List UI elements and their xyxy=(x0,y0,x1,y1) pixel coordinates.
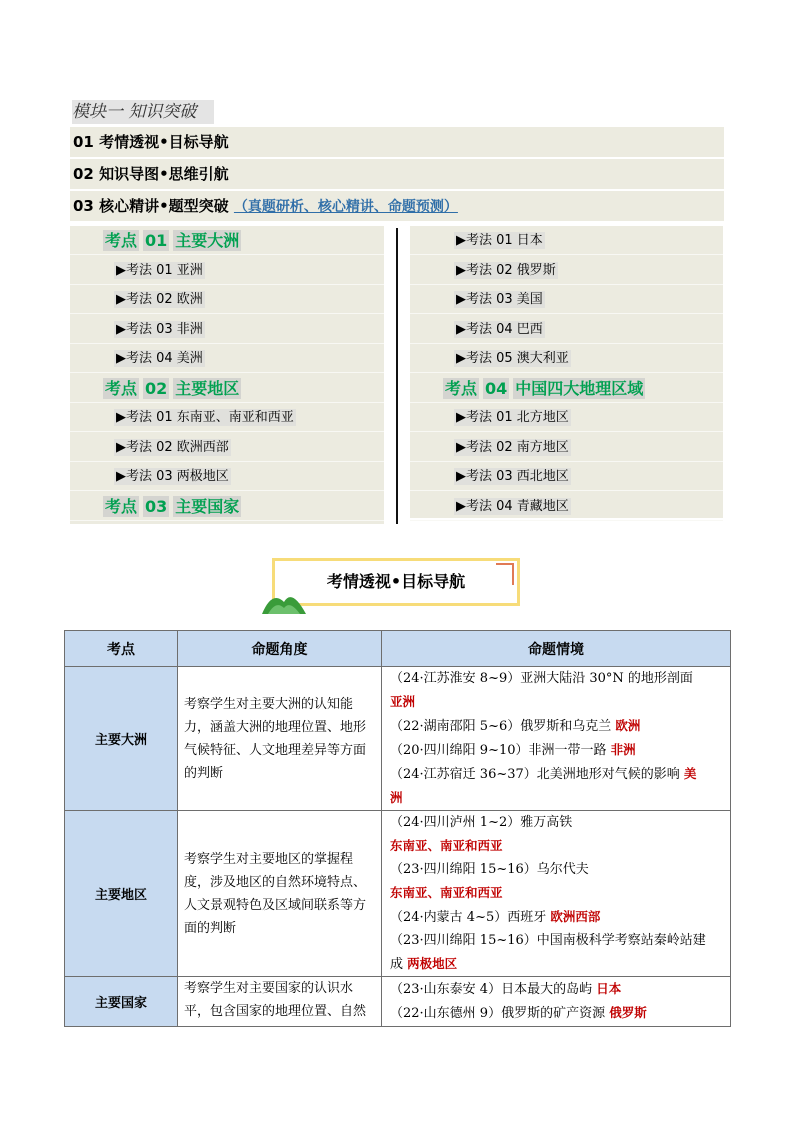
table-row xyxy=(65,811,731,977)
context-line xyxy=(390,762,726,786)
kaofa-label: ▶考法 03 两极地区 xyxy=(116,469,229,484)
kaofa-label: ▶考法 03 非洲 xyxy=(116,321,203,337)
toc-kaodian-01 xyxy=(70,227,384,255)
section-row-01 xyxy=(70,127,724,157)
context-text: （24·内蒙古 4~5）西班牙 xyxy=(390,910,551,925)
toc-kaodian-04 xyxy=(410,375,723,403)
kaofa-label: ▶考法 02 欧洲 xyxy=(116,292,203,307)
context-text: （22·湖南邵阳 5~6）俄罗斯和乌克兰 xyxy=(390,719,616,734)
answer-tag: 东南亚、南亚和西亚 xyxy=(390,838,503,853)
toc-kaofa-item[interactable] xyxy=(410,493,723,521)
answer-tag: 俄罗斯 xyxy=(609,1005,647,1020)
context-line xyxy=(390,667,726,690)
table-row xyxy=(65,667,731,811)
kaodian-title: 主要大洲 xyxy=(175,231,240,250)
kaofa-label: ▶考法 01 日本 xyxy=(456,233,543,248)
answer-tag: 非洲 xyxy=(610,742,636,757)
context-cell xyxy=(382,811,731,977)
context-line xyxy=(390,858,726,881)
toc-kaodian-03 xyxy=(70,493,384,521)
kaofa-label: ▶考法 05 澳大利亚 xyxy=(456,351,569,366)
context-text: （24·四川泸州 1~2）雅万高铁 xyxy=(390,815,573,830)
angle-cell: 考察学生对主要国家的认识水平，包含国家的地理位置、自然 xyxy=(178,977,382,1027)
section-label: 02 知识导图•思维引航 xyxy=(73,165,229,183)
context-text: （23·四川绵阳 15~16）乌尔代夫 xyxy=(390,862,589,877)
context-line xyxy=(390,834,726,858)
context-line xyxy=(390,929,726,952)
answer-tag: 美 xyxy=(683,766,697,781)
context-text: （23·山东泰安 4）日本最大的岛屿 xyxy=(390,982,597,997)
kaodian-cell: 主要大洲 xyxy=(65,667,178,811)
kaofa-label: ▶考法 02 南方地区 xyxy=(456,439,569,455)
answer-tag: 亚洲 xyxy=(390,694,416,709)
kaodian-cell: 主要国家 xyxy=(65,977,178,1027)
kaodian-label[interactable]: 考点 xyxy=(105,496,138,516)
section-banner xyxy=(272,558,520,606)
context-text: （24·江苏宿迁 36~37）北美洲地形对气候的影响 xyxy=(390,767,684,782)
answer-tag: 两极地区 xyxy=(407,956,458,971)
toc-kaodian-02 xyxy=(70,375,384,403)
toc-kaofa-item[interactable] xyxy=(70,316,384,344)
header-angle: 命题角度 xyxy=(178,631,382,667)
table-row xyxy=(65,977,731,1027)
section-label: 03 核心精讲•题型突破 xyxy=(73,197,229,215)
kaofa-label: ▶考法 01 东南亚、南亚和西亚 xyxy=(116,410,294,425)
context-line xyxy=(390,714,726,738)
kaodian-title: 主要地区 xyxy=(175,378,240,398)
kaodian-number: 03 xyxy=(145,496,168,516)
toc-kaofa-item[interactable] xyxy=(410,227,723,255)
toc-kaofa-item[interactable] xyxy=(70,345,384,373)
context-text: （20·四川绵阳 9~10）非洲一带一路 xyxy=(390,743,611,758)
kaofa-label: ▶考法 02 俄罗斯 xyxy=(456,262,556,278)
kaodian-number: 01 xyxy=(145,231,168,250)
context-text: （22·山东德州 9）俄罗斯的矿产资源 xyxy=(390,1006,610,1021)
header-kaodian: 考点 xyxy=(65,631,178,667)
kaodian-number: 04 xyxy=(485,378,508,398)
context-line xyxy=(390,905,726,929)
context-text: 成 xyxy=(390,957,408,972)
toc-left-panel xyxy=(70,226,384,524)
context-cell xyxy=(382,977,731,1027)
kaofa-label: ▶考法 04 美洲 xyxy=(116,351,203,366)
toc-kaofa-item[interactable] xyxy=(410,434,723,462)
kaofa-label: ▶考法 04 巴西 xyxy=(456,321,543,337)
section-row-03 xyxy=(70,191,724,221)
hills-icon xyxy=(262,588,308,614)
context-line xyxy=(390,786,726,810)
section-label: 01 考情透视•目标导航 xyxy=(73,133,229,151)
answer-tag: 洲 xyxy=(390,790,403,805)
kaofa-label: ▶考法 04 青藏地区 xyxy=(456,498,569,514)
context-text: （24·江苏淮安 8~9）亚洲大陆沿 30°N 的地形剖面 xyxy=(390,671,693,686)
kaodian-label[interactable]: 考点 xyxy=(105,231,138,250)
toc-kaofa-item[interactable] xyxy=(70,404,384,432)
kaodian-number: 02 xyxy=(145,378,168,398)
angle-cell: 考察学生对主要大洲的认知能力，涵盖大洲的地理位置、地形气候特征、人文地理差异等方面的判断 xyxy=(178,667,382,811)
context-line xyxy=(390,738,726,762)
kaofa-label: ▶考法 03 西北地区 xyxy=(456,469,569,484)
toc-kaofa-item[interactable] xyxy=(410,286,723,314)
kaofa-label: ▶考法 02 欧洲西部 xyxy=(116,439,229,455)
kaofa-label: ▶考法 01 北方地区 xyxy=(456,410,569,425)
toc-kaofa-item[interactable] xyxy=(410,404,723,432)
toc-kaofa-item[interactable] xyxy=(410,257,723,285)
toc-kaofa-item[interactable] xyxy=(70,286,384,314)
toc-kaofa-item[interactable] xyxy=(410,345,723,373)
angle-cell: 考察学生对主要地区的掌握程度，涉及地区的自然环境特点、人文景观特色及区域间联系等方面的判断 xyxy=(178,811,382,977)
section-sub-link[interactable]: （真题研析、核心精讲、命题预测） xyxy=(233,199,458,215)
context-line xyxy=(390,881,726,905)
answer-tag: 日本 xyxy=(596,981,622,996)
kaodian-label[interactable]: 考点 xyxy=(105,378,138,398)
context-line xyxy=(390,690,726,714)
section-row-02 xyxy=(70,159,724,189)
exam-analysis-table xyxy=(64,630,731,1027)
module-title: 模块一 知识突破 xyxy=(72,100,214,124)
toc-kaofa-item[interactable] xyxy=(70,434,384,462)
context-line xyxy=(390,811,726,834)
answer-tag: 欧洲 xyxy=(615,718,641,733)
context-text: （23·四川绵阳 15~16）中国南极科学考察站秦岭站建 xyxy=(390,933,706,948)
context-line xyxy=(390,1001,726,1025)
kaodian-title: 中国四大地理区域 xyxy=(515,378,644,398)
kaodian-cell: 主要地区 xyxy=(65,811,178,977)
context-line xyxy=(390,952,726,976)
kaodian-label[interactable]: 考点 xyxy=(445,378,478,398)
answer-tag: 欧洲西部 xyxy=(550,909,601,924)
banner-title: 考情透视•目标导航 xyxy=(326,572,466,591)
toc-kaofa-item[interactable] xyxy=(70,463,384,491)
toc-kaofa-item[interactable] xyxy=(410,463,723,491)
context-line xyxy=(390,977,726,1001)
toc-divider xyxy=(396,228,398,524)
header-context: 命题情境 xyxy=(382,631,731,667)
kaodian-title: 主要国家 xyxy=(175,496,240,516)
toc-kaofa-item[interactable] xyxy=(410,316,723,344)
toc-right-panel xyxy=(410,226,723,518)
kaofa-label: ▶考法 03 美国 xyxy=(456,292,543,307)
answer-tag: 东南亚、南亚和西亚 xyxy=(390,885,503,900)
table-header-row xyxy=(65,631,731,667)
banner-corner-deco xyxy=(496,563,514,585)
context-cell xyxy=(382,667,731,811)
kaofa-label: ▶考法 01 亚洲 xyxy=(116,262,203,278)
toc-kaofa-item[interactable] xyxy=(70,257,384,285)
